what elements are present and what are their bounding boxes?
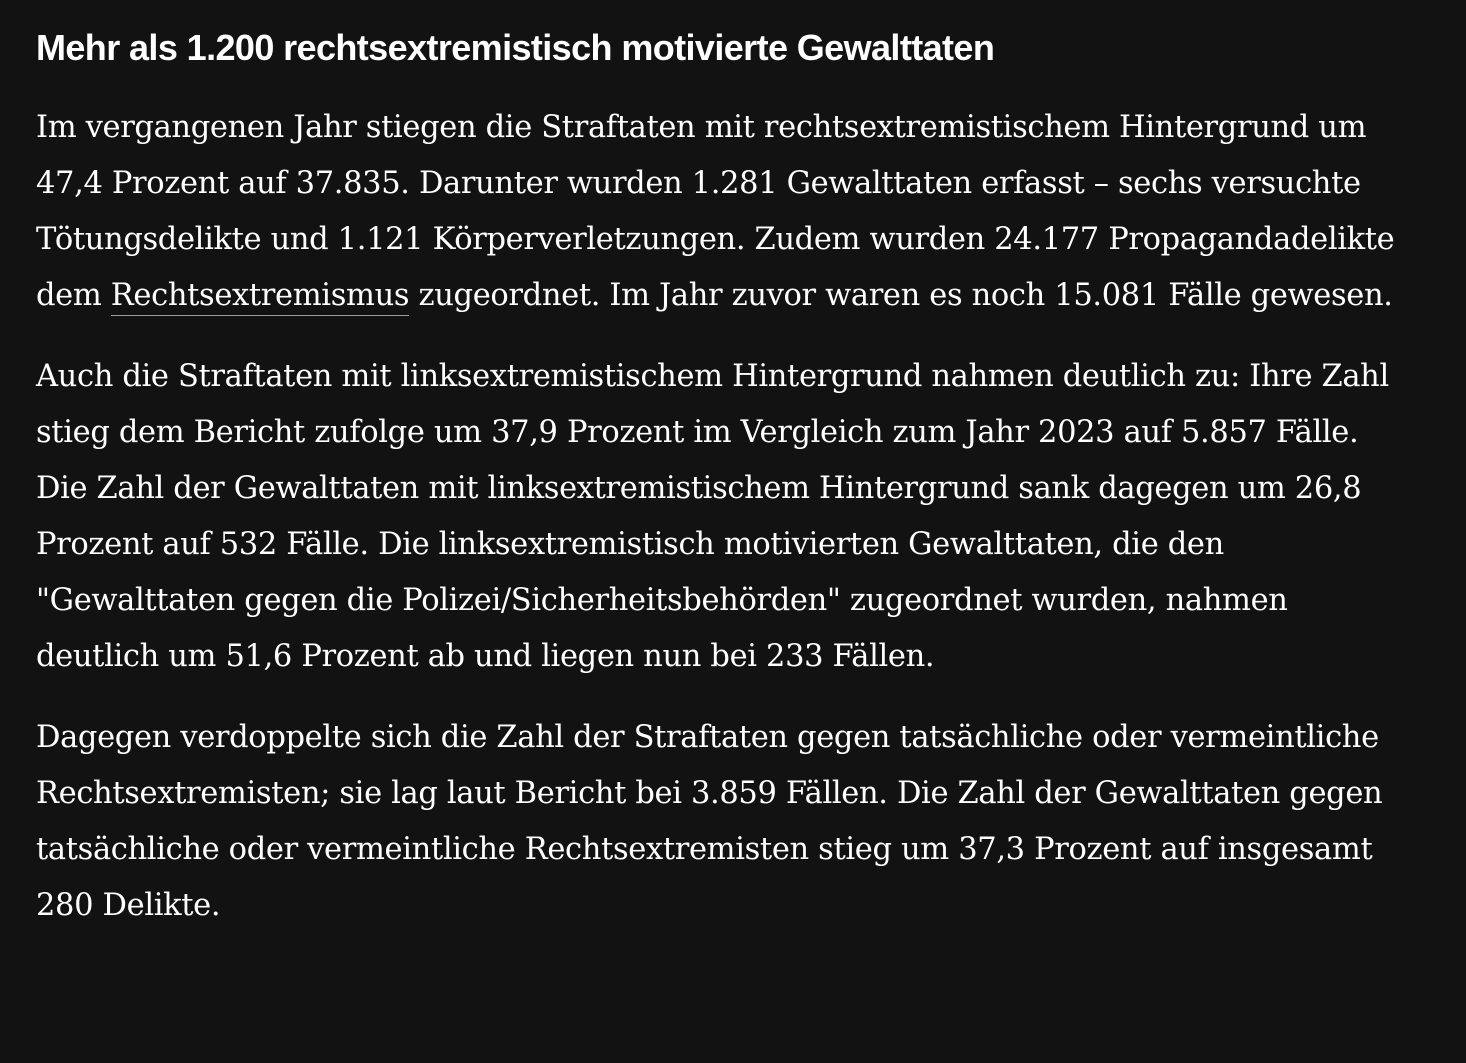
paragraph-text: zugeordnet. Im Jahr zuvor waren es noch 15.081 Fälle gewesen. bbox=[409, 278, 1393, 313]
paragraph-crimes-against-right-wing: Dagegen verdoppelte sich die Zahl der Straftaten gegen tatsächliche oder vermeintliche Rechtsextremisten; sie lag laut Bericht bei 3.859 Fällen. Die Zahl der Gewalttaten gegen tatsächliche oder vermeintliche Rechtsextremisten stieg um 37,3 Prozent auf insgesamt 280 Delikte. bbox=[36, 720, 1383, 923]
paragraph-left-wing-crimes: Auch die Straftaten mit linksextremistischem Hintergrund nahmen deutlich zu: Ihre Zahl stieg dem Bericht zufolge um 37,9 Prozent im Vergleich zum Jahr 2023 auf 5.857 Fälle. Die Zahl der Gewalttaten mit linksextremistischem Hintergrund sank dagegen um 26,8 Prozent auf 532 Fälle. Die linksextremistisch motivierten Gewalttaten, die den "Gewalttaten gegen die Polizei/Sicherheitsbehörden" zugeordnet wurden, nahmen deutlich um 51,6 Prozent ab und liegen nun bei 233 Fällen. bbox=[36, 359, 1389, 674]
paragraph-right-wing-crimes bbox=[36, 100, 1416, 324]
section-heading: Mehr als 1.200 rechtsextremistisch motivierte Gewalttaten bbox=[36, 27, 995, 68]
rechtsextremismus-link[interactable]: Rechtsextremismus bbox=[111, 278, 409, 316]
paragraph-text: Im vergangenen Jahr stiegen die Straftaten mit rechtsextremistischem Hintergrund um 47,4 Prozent auf 37.835. Darunter wurden 1.281 Gewalttaten erfasst – sechs versuchte Tötungsdelikte und 1.121 Körperverletzungen. Zudem wurden 24.177 Propagandadelikte dem bbox=[36, 110, 1395, 313]
